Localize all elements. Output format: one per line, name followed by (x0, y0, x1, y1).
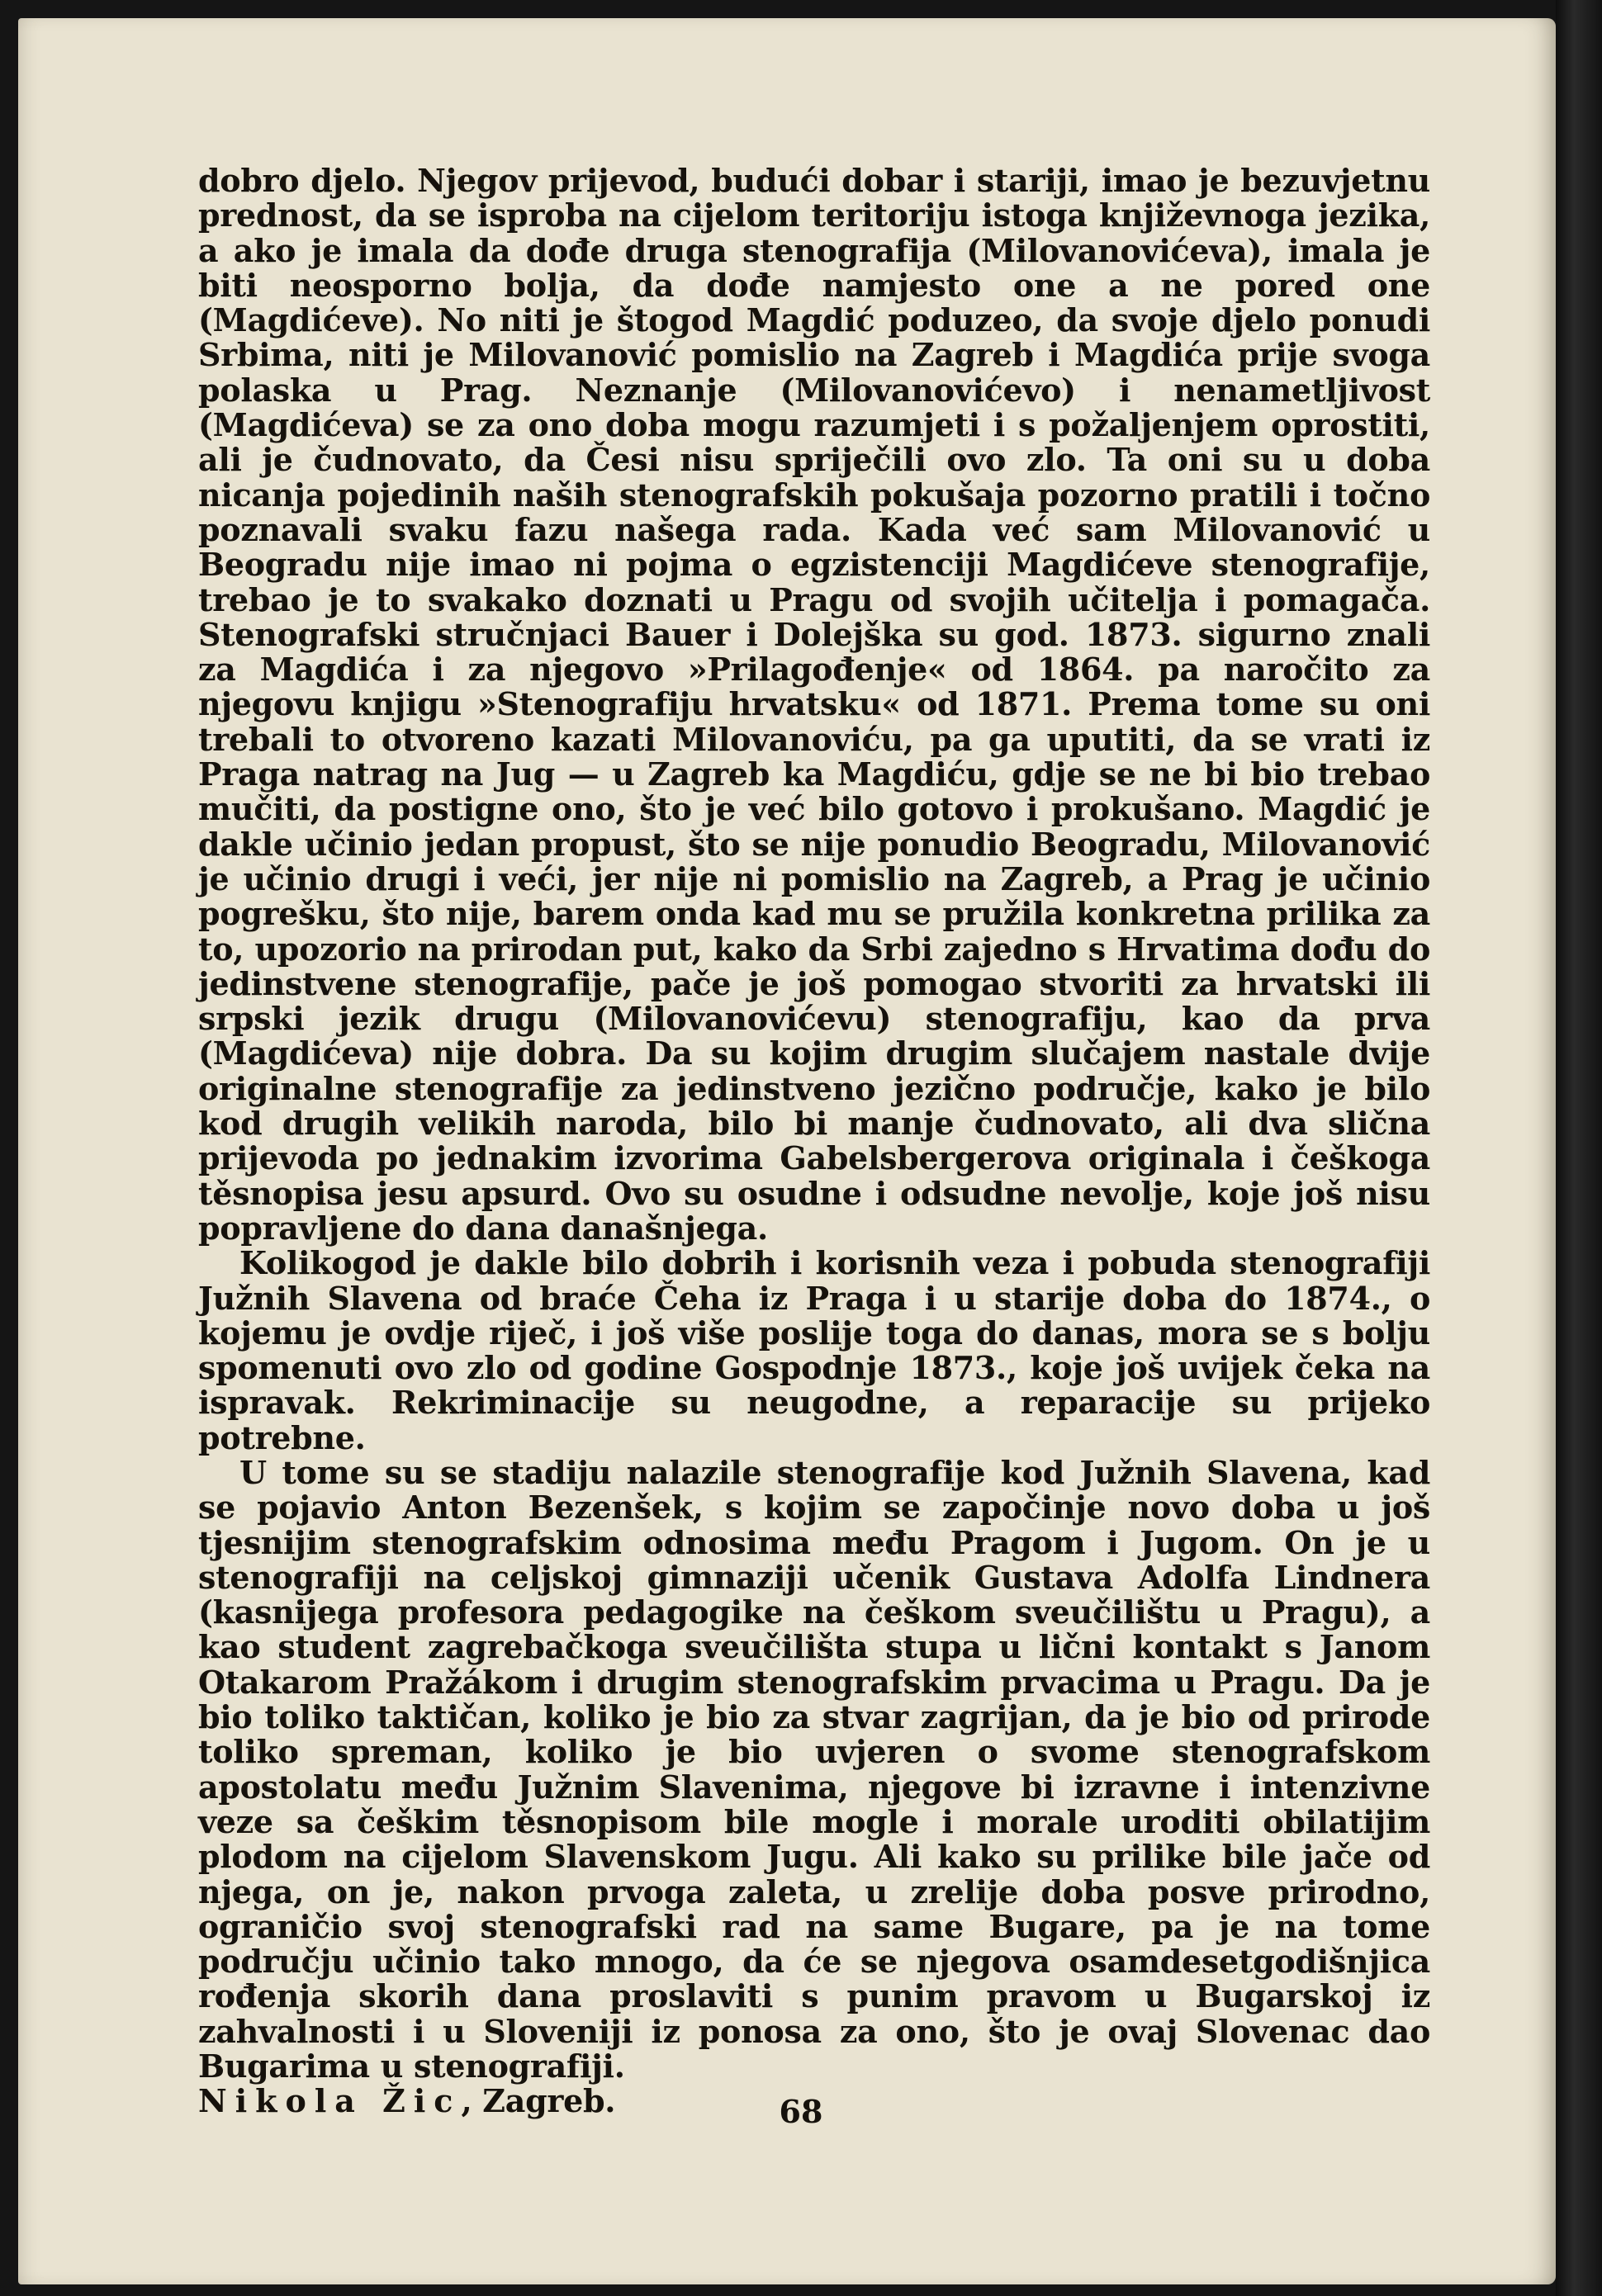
author-place: , Zagreb. (461, 2082, 616, 2120)
book-spine-edge (1556, 0, 1602, 2296)
author-name: Nikola Žic (198, 2082, 462, 2120)
page-number: 68 (779, 2093, 823, 2130)
body-text (198, 163, 1430, 2119)
paragraph-3: U tome su se stadiju nalazile stenografije kod Južnih Slavena, kad se pojavio Anton Bezenšek, s kojim se započinje novo doba u još tjesnijim stenografskim odnosima među Pragom i Jugom. On je u stenografiji na celjskoj gimnaziji učenik Gustava Adolfa Lindnera (kasnijega profesora pedagogike na češkom sveučilištu u Pragu), a kao student zagrebačkoga sveučilišta stupa u lični kontakt s Janom Otakarom Pražákom i drugim stenografskim prvacima u Pragu. Da je bio toliko taktičan, koliko je bio za stvar zagrijan, da je bio od prirode toliko spreman, koliko je bio uvjeren o svome stenografskom apostolatu među Južnim Slavenima, njegove bi izravne i intenzivne veze sa češkim těsnopisom bile mogle i morale uroditi obilatijim plodom na cijelom Slavenskom Jugu. Ali kako su prilike bile jače od njega, on je, nakon prvoga zaleta, u zrelije doba posve prirodno, ograničio svoj stenografski rad na same Bugare, pa je na tome području učinio tako mnogo, da će se njegova osamdesetgodišnjica rođenja skorih dana proslaviti s punim pravom u Bugarskoj iz zahvalnosti i u Sloveniji iz ponosa za ono, što je ovaj Slovenac dao Bugarima u stenografiji. (198, 1453, 1430, 2085)
paragraph-2: Kolikogod je dakle bilo dobrih i korisnih veza i pobuda stenografiji Južnih Slavena od braće Čeha iz Praga i u starije doba do 1874., o kojemu je ovdje riječ, i još više poslije toga do danas, mora se s bolju spomenuti ovo zlo od godine Gospodnje 1873., koje još uvijek čeka na ispravak. Rekriminacije su neugodne, a reparacije su prijeko potrebne. (198, 1244, 1430, 1456)
paragraph-1: dobro djelo. Njegov prijevod, budući dobar i stariji, imao je bezuvjetnu prednost, da se isproba na cijelom teritoriju istoga književnoga jezika, a ako je imala da dođe druga stenografija (Milovanovićeva), imala je biti neosporno bolja, da dođe namjesto one a ne pored one (Magdićeve). No niti je štogod Magdić poduzeo, da svoje djelo ponudi Srbima, niti je Milovanović pomislio na Zagreb i Magdića prije svoga polaska u Prag. Neznanje (Milovanovićevo) i nenametljivost (Magdićeva) se za ono doba mogu razumjeti i s požaljenjem oprostiti, ali je čudnovato, da Česi nisu spriječili ovo zlo. Ta oni su u doba nicanja pojedinih naših stenografskih pokušaja pozorno pratili i točno poznavali svaku fazu našega rada. Kada već sam Milovanović u Beogradu nije imao ni pojma o egzistenciji Magdićeve stenografije, trebao je to svakako doznati u Pragu od svojih učitelja i pomagača. Stenografski stručnjaci Bauer i Dolejška su god. 1873. sigurno znali za Magdića i za njegovo »Prilagođenje« od 1864. pa naročito za njegovu knjigu »Stenografiju hrvatsku« od 1871. Prema tome su oni trebali to otvoreno kazati Milovanoviću, pa ga uputiti, da se vrati iz Praga natrag na Jug — u Zagreb ka Magdiću, gdje se ne bi bio trebao mučiti, da postigne ono, što je već bilo gotovo i prokušano. Magdić je dakle učinio jedan propust, što se nije ponudio Beogradu, Milovanović je učinio drugi i veći, jer nije ni pomislio na Zagreb, a Prag je učinio pogrešku, što nije, barem onda kad mu se pružila konkretna prilika za to, upozorio na prirodan put, kako da Srbi zajedno s Hrvatima dođu do jedinstvene stenografije, pače je još pomogao stvoriti za hrvatski ili srpski jezik drugu (Milovanovićevu) stenografiju, kao da prva (Magdićeva) nije dobra. Da su kojim drugim slučajem nastale dvije originalne stenografije za jedinstveno jezično područje, kako je bilo kod drugih velikih naroda, bilo bi manje čudnovato, ali dva slična prijevoda po jednakim izvorima Gabelsbergerova originala i češkoga těsnopisa jesu apsurd. Ovo su osudne i odsudne nevolje, koje još nisu popravljene do dana današnjega. (198, 162, 1430, 1247)
